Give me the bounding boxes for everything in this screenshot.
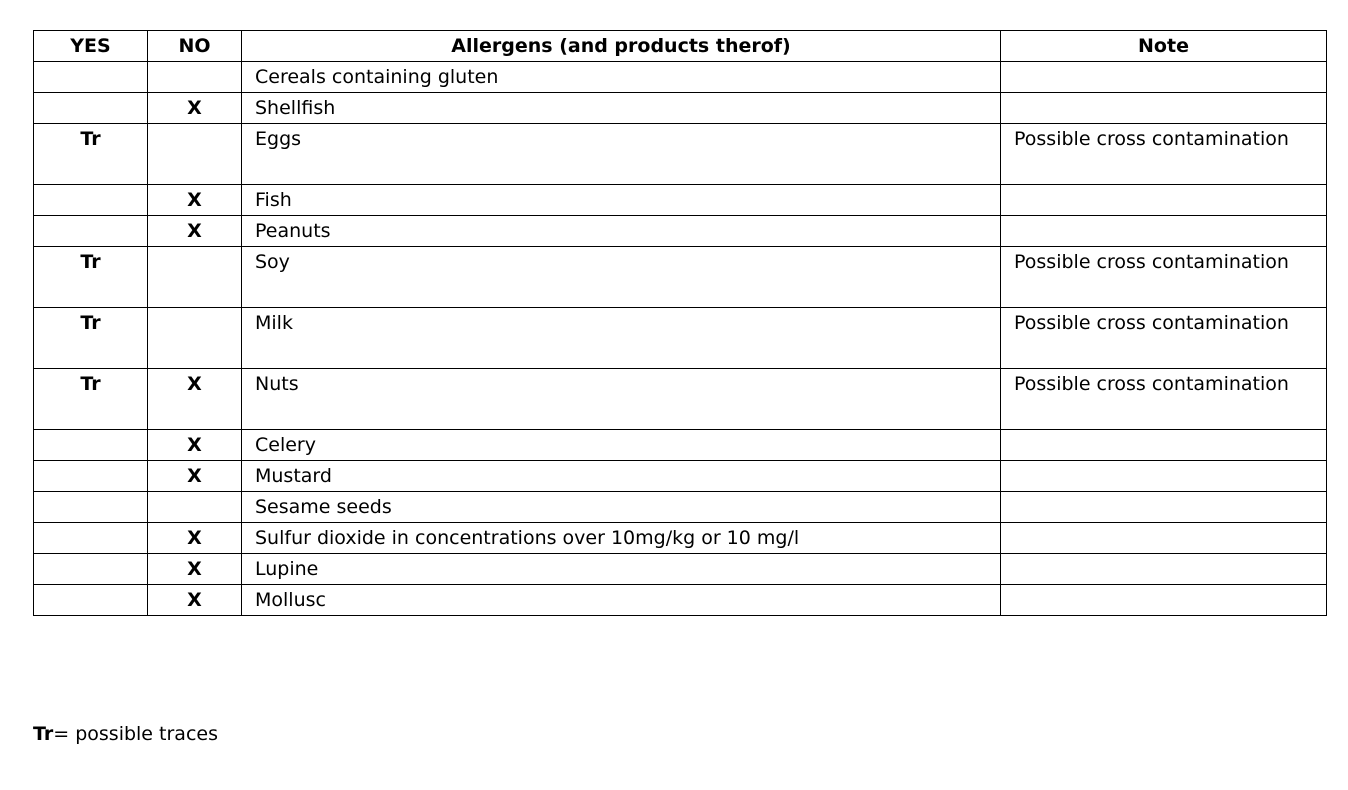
- yes-cell: [34, 62, 148, 93]
- header-allergen: Allergens (and products therof): [242, 31, 1001, 62]
- allergen-cell: Mustard: [242, 461, 1001, 492]
- no-cell: [148, 492, 242, 523]
- table-body: [34, 62, 1327, 616]
- footnote: [33, 719, 218, 749]
- note-cell: [1001, 216, 1327, 247]
- table-row: [34, 585, 1327, 616]
- no-cell: [148, 308, 242, 369]
- table-row: [34, 124, 1327, 185]
- allergen-cell: Soy: [242, 247, 1001, 308]
- header-note: Note: [1001, 31, 1327, 62]
- no-cell: X: [148, 554, 242, 585]
- table-row: [34, 247, 1327, 308]
- allergen-cell: Sulfur dioxide in concentrations over 10mg/kg or 10 mg/l: [242, 523, 1001, 554]
- no-cell: [148, 247, 242, 308]
- yes-cell: [34, 185, 148, 216]
- table-row: [34, 308, 1327, 369]
- allergen-cell: Cereals containing gluten: [242, 62, 1001, 93]
- note-cell: Possible cross contamination: [1001, 308, 1327, 369]
- note-cell: [1001, 62, 1327, 93]
- note-cell: [1001, 554, 1327, 585]
- allergen-cell: Fish: [242, 185, 1001, 216]
- table-row: [34, 554, 1327, 585]
- no-cell: [148, 62, 242, 93]
- note-cell: [1001, 93, 1327, 124]
- no-cell: X: [148, 93, 242, 124]
- note-cell: Possible cross contamination: [1001, 124, 1327, 185]
- no-cell: X: [148, 585, 242, 616]
- no-cell: X: [148, 523, 242, 554]
- note-cell: Possible cross contamination: [1001, 247, 1327, 308]
- allergen-cell: Celery: [242, 430, 1001, 461]
- header-no: NO: [148, 31, 242, 62]
- no-cell: X: [148, 185, 242, 216]
- footnote-definition: = possible traces: [53, 723, 218, 745]
- note-cell: [1001, 185, 1327, 216]
- yes-cell: [34, 492, 148, 523]
- no-cell: X: [148, 369, 242, 430]
- allergen-table: [33, 30, 1327, 616]
- allergen-cell: Peanuts: [242, 216, 1001, 247]
- allergen-cell: Eggs: [242, 124, 1001, 185]
- no-cell: X: [148, 216, 242, 247]
- yes-cell: [34, 554, 148, 585]
- yes-cell: Tr: [34, 247, 148, 308]
- allergen-cell: Shellfish: [242, 93, 1001, 124]
- note-cell: [1001, 461, 1327, 492]
- table-row: [34, 93, 1327, 124]
- allergen-cell: Nuts: [242, 369, 1001, 430]
- note-cell: [1001, 492, 1327, 523]
- yes-cell: Tr: [34, 308, 148, 369]
- note-cell: [1001, 523, 1327, 554]
- header-yes: YES: [34, 31, 148, 62]
- yes-cell: [34, 523, 148, 554]
- note-cell: Possible cross contamination: [1001, 369, 1327, 430]
- yes-cell: [34, 216, 148, 247]
- footnote-term: Tr: [33, 723, 54, 745]
- note-cell: [1001, 430, 1327, 461]
- allergen-cell: Milk: [242, 308, 1001, 369]
- table-row: [34, 461, 1327, 492]
- table-row: [34, 369, 1327, 430]
- table-row: [34, 492, 1327, 523]
- yes-cell: [34, 585, 148, 616]
- table-row: [34, 62, 1327, 93]
- yes-cell: [34, 93, 148, 124]
- allergen-cell: Sesame seeds: [242, 492, 1001, 523]
- no-cell: X: [148, 430, 242, 461]
- yes-cell: Tr: [34, 124, 148, 185]
- table-row: [34, 185, 1327, 216]
- table-header-row: [34, 31, 1327, 62]
- yes-cell: Tr: [34, 369, 148, 430]
- table-row: [34, 430, 1327, 461]
- table-row: [34, 523, 1327, 554]
- no-cell: X: [148, 461, 242, 492]
- no-cell: [148, 124, 242, 185]
- table-row: [34, 216, 1327, 247]
- yes-cell: [34, 430, 148, 461]
- note-cell: [1001, 585, 1327, 616]
- allergen-cell: Mollusc: [242, 585, 1001, 616]
- allergen-cell: Lupine: [242, 554, 1001, 585]
- yes-cell: [34, 461, 148, 492]
